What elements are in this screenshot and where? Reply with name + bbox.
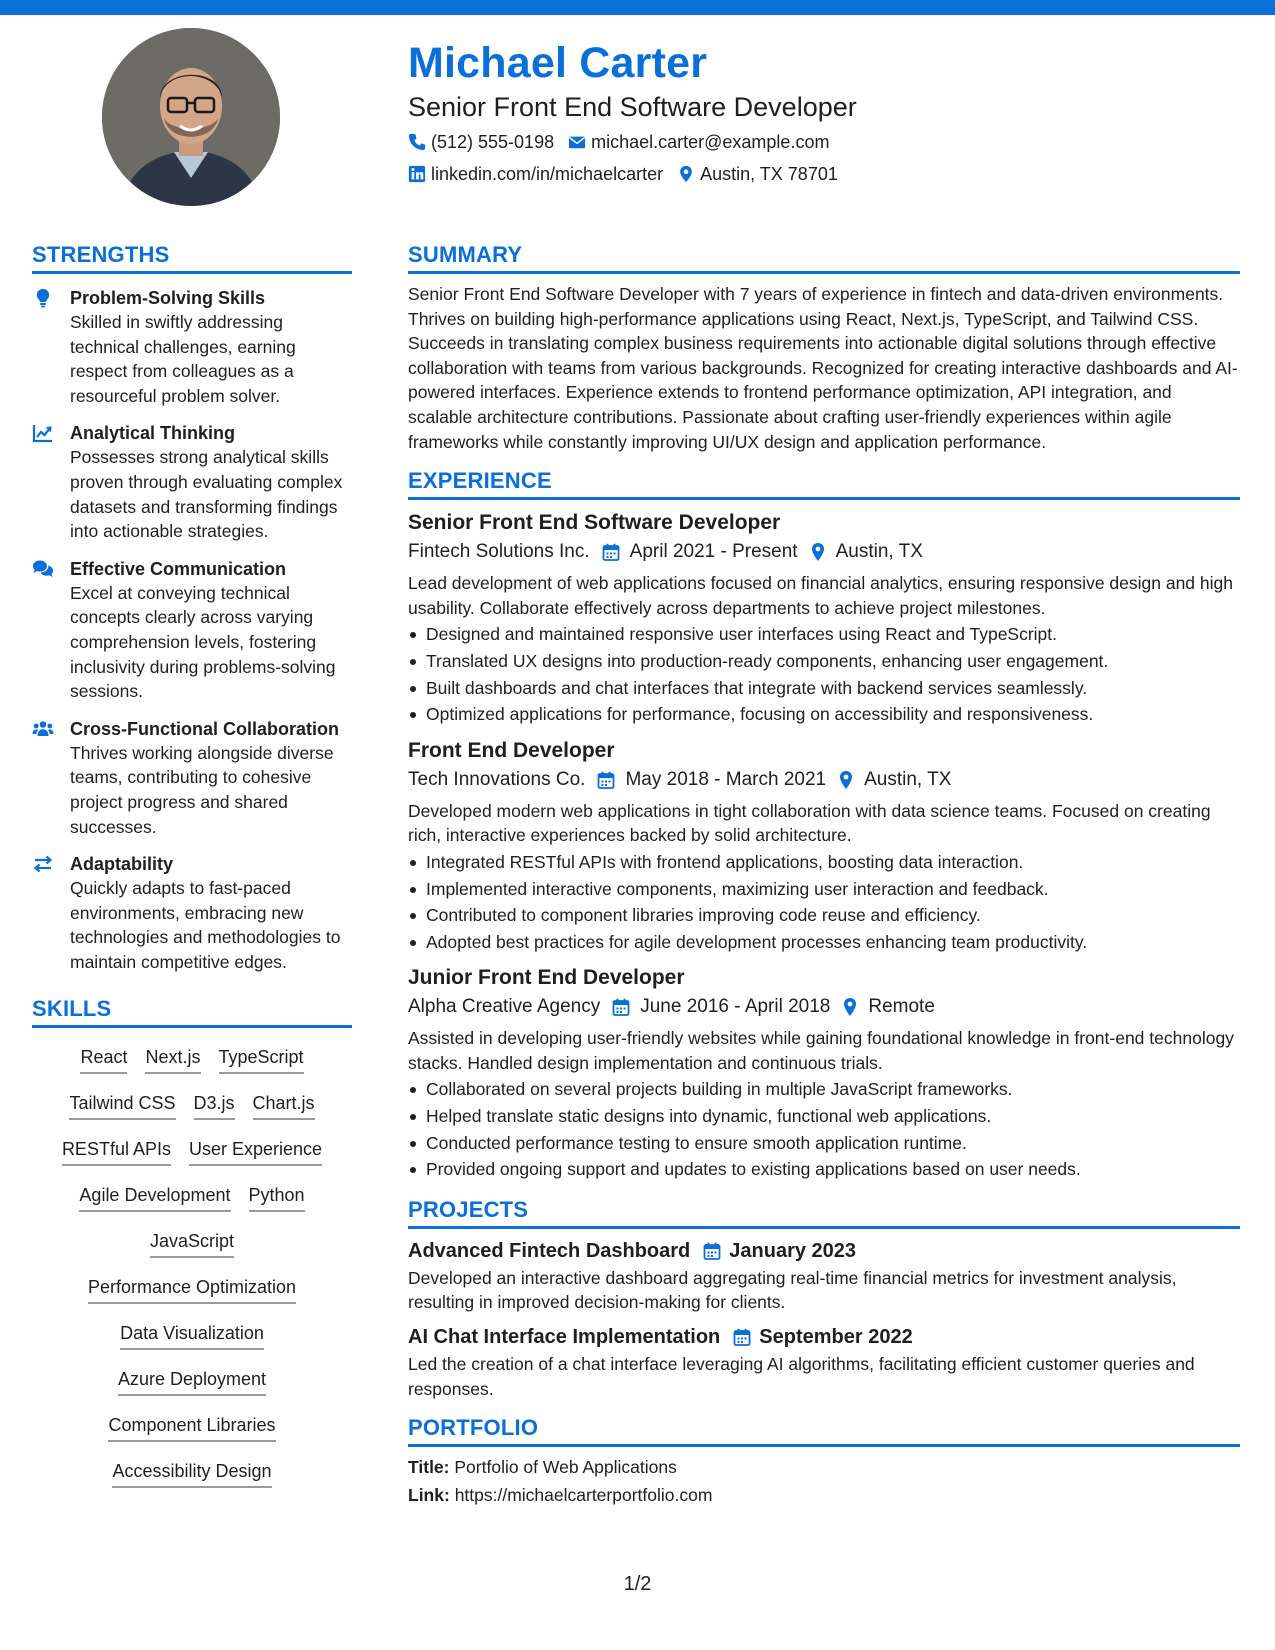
project-name: AI Chat Interface Implementation	[408, 1326, 721, 1349]
projects-section	[408, 1195, 1240, 1401]
bullet-item: Integrated RESTful APIs with frontend applications, boosting data interaction.	[408, 849, 1240, 876]
skill-tag: TypeScript	[219, 1044, 304, 1074]
strengths-section	[32, 240, 352, 974]
summary-text: Senior Front End Software Developer with 7 years of experience in fintech and data-driven environments. Thrives on building high-performance applications using React, Next.js, TypeScript, and Tailwind CSS. Succeeds in translating complex business requirements into actionable digital solutions through effective collaboration with teams from various backgrounds. Recognized for creating interactive dashboards and AI-powered interfaces. Experience extends to frontend performance optimization, API integration, and scalable architecture contributions. Passionate about crafting user-friendly experiences within agile frameworks while constantly improving UI/UX design and application performance.	[408, 284, 1238, 452]
project-entry	[408, 1323, 1240, 1401]
job-company	[408, 538, 590, 566]
strength-desc: Possesses strong analytical skills proven through evaluating complex datasets and transforming findings into actionable strategies.	[70, 447, 343, 542]
job-bullets	[408, 621, 1240, 727]
strength-name: Problem-Solving Skills	[70, 288, 266, 308]
job-entry	[408, 963, 1240, 1183]
calendar-icon	[733, 1328, 751, 1346]
strengths-list	[32, 286, 352, 974]
portfolio-section	[408, 1413, 1240, 1509]
bullet-item: Optimized applications for performance, focusing on accessibility and responsiveness.	[408, 701, 1240, 728]
skill-tag: Azure Deployment	[118, 1366, 266, 1396]
users-icon	[32, 719, 54, 739]
skill-tag: RESTful APIs	[62, 1136, 171, 1166]
skill-tag: Component Libraries	[108, 1412, 275, 1442]
portfolio-link-label: Link:	[408, 1485, 450, 1506]
job-location	[810, 538, 923, 566]
project-header	[408, 1237, 1240, 1265]
project-date: September 2022	[759, 1326, 913, 1349]
job-dates	[612, 993, 830, 1021]
bullet-item: Implemented interactive components, maximizing user interaction and feedback.	[408, 876, 1240, 903]
project-description: Developed an interactive dashboard aggregating real-time financial metrics for investment analysis, resulting in improved decision-making for clients.	[408, 1267, 1177, 1313]
email-contact	[568, 130, 829, 154]
envelope-icon	[568, 133, 586, 151]
job-meta	[408, 766, 1240, 794]
job-location	[842, 993, 935, 1021]
skill-tag: Python	[249, 1182, 305, 1212]
project-entry	[408, 1237, 1240, 1315]
comments-icon	[32, 559, 54, 579]
phone-text[interactable]: (512) 555-0198	[431, 132, 555, 152]
skill-tag: User Experience	[189, 1136, 322, 1166]
skill-tag: Chart.js	[253, 1090, 315, 1120]
job-location	[838, 766, 951, 794]
company-name: Tech Innovations Co.	[408, 768, 586, 790]
skill-tag: Tailwind CSS	[69, 1090, 175, 1120]
bullet-item: Provided ongoing support and updates to existing applications based on user needs.	[408, 1156, 1240, 1183]
map-pin-icon	[842, 997, 858, 1017]
location-text: Remote	[868, 996, 935, 1018]
company-name: Fintech Solutions Inc.	[408, 541, 590, 563]
strength-desc: Quickly adapts to fast-paced environments, embracing new technologies and methodologies to maintain competitive edges.	[70, 878, 341, 972]
skills-list	[32, 1038, 352, 1498]
contact-row-1	[408, 130, 1238, 154]
skill-tag: Performance Optimization	[88, 1274, 296, 1304]
strength-name: Analytical Thinking	[70, 423, 236, 444]
email-text[interactable]: michael.carter@example.com	[591, 132, 830, 152]
left-column	[32, 240, 352, 1498]
lightbulb-icon	[32, 288, 54, 308]
contact-row-2	[408, 162, 1238, 186]
portfolio-title-value: Portfolio of Web Applications	[454, 1457, 677, 1478]
strength-item	[32, 421, 352, 543]
skill-tag: Agile Development	[79, 1182, 230, 1212]
strength-item	[32, 286, 352, 408]
strength-name: Cross-Functional Collaboration	[70, 718, 340, 739]
date-range: May 2018 - March 2021	[625, 768, 827, 790]
location-text: Austin, TX	[864, 768, 952, 790]
bullet-item: Conducted performance testing to ensure smooth application runtime.	[408, 1130, 1240, 1157]
strength-item	[32, 557, 352, 704]
skill-tag: Accessibility Design	[112, 1458, 271, 1488]
bullet-item: Built dashboards and chat interfaces that integrate with backend services seamlessly.	[408, 675, 1240, 702]
calendar-icon	[597, 771, 615, 789]
job-bullets	[408, 849, 1240, 955]
linkedin-contact	[408, 162, 663, 186]
skill-tag: Next.js	[145, 1044, 200, 1074]
job-description: Lead development of web applications focused on financial analytics, ensuring responsive design and high usability. Collaborate effectively across departments to achieve project milestones.	[408, 573, 1233, 618]
job-entry	[408, 736, 1240, 956]
candidate-title: Senior Front End Software Developer	[408, 92, 857, 122]
skill-tag: JavaScript	[150, 1228, 234, 1258]
candidate-name: Michael Carter	[408, 39, 708, 87]
job-dates	[597, 766, 826, 794]
portfolio-title-line	[408, 1453, 1240, 1481]
top-accent-bar	[0, 0, 1275, 15]
phone-icon	[408, 133, 426, 151]
strength-name: Adaptability	[70, 854, 174, 875]
bullet-item: Designed and maintained responsive user interfaces using React and TypeScript.	[408, 621, 1240, 648]
job-title: Junior Front End Developer	[408, 966, 685, 990]
map-pin-icon	[677, 165, 695, 183]
bullet-item: Contributed to component libraries improving code reuse and efficiency.	[408, 902, 1240, 929]
job-company	[408, 993, 600, 1021]
job-description: Assisted in developing user-friendly websites while gaining foundational knowledge in front-end technology stacks. Handled design implementation and continuous trials.	[408, 1028, 1234, 1073]
job-bullets	[408, 1076, 1240, 1182]
skill-tag: D3.js	[194, 1090, 235, 1120]
location-text: Austin, TX 78701	[700, 164, 838, 184]
bullet-item: Helped translate static designs into dynamic, functional web applications.	[408, 1103, 1240, 1130]
strength-item	[32, 717, 352, 839]
bullet-item: Translated UX designs into production-ready components, enhancing user engagement.	[408, 648, 1240, 675]
projects-heading: PROJECTS	[408, 1195, 1240, 1229]
strength-desc: Skilled in swiftly addressing technical challenges, earning respect from colleagues as a resourceful problem solver.	[70, 312, 296, 406]
company-name: Alpha Creative Agency	[408, 996, 601, 1018]
skills-section	[32, 994, 352, 1498]
job-company	[408, 766, 585, 794]
linkedin-icon	[408, 165, 426, 183]
summary-heading: SUMMARY	[408, 240, 1240, 274]
job-title: Front End Developer	[408, 738, 615, 762]
chart-line-icon	[32, 423, 54, 443]
portfolio-link-line	[408, 1481, 1240, 1509]
bullet-item: Collaborated on several projects building in multiple JavaScript frameworks.	[408, 1076, 1240, 1103]
calendar-icon	[612, 998, 630, 1016]
date-range: June 2016 - April 2018	[640, 996, 831, 1018]
map-pin-icon	[838, 770, 854, 790]
map-pin-icon	[810, 542, 826, 562]
project-header	[408, 1323, 1240, 1351]
strength-desc: Thrives working alongside diverse teams, contributing to cohesive project progress and shared successes.	[70, 742, 334, 837]
job-description: Developed modern web applications in tight collaboration with data science teams. Focused on creating rich, interactive experiences backed by solid architecture.	[408, 800, 1211, 846]
profile-photo	[102, 28, 280, 206]
job-meta	[408, 993, 1240, 1021]
skills-heading: SKILLS	[32, 994, 352, 1028]
project-description: Led the creation of a chat interface leveraging AI algorithms, facilitating efficient customer queries and responses.	[408, 1354, 1195, 1399]
resume-header	[408, 36, 1238, 186]
strength-desc: Excel at conveying technical concepts clearly across varying comprehension levels, fostering inclusivity during problems-solving sessions.	[70, 582, 336, 702]
strength-name: Effective Communication	[70, 558, 287, 579]
linkedin-text[interactable]: linkedin.com/in/michaelcarter	[431, 164, 664, 184]
exchange-arrows-icon	[32, 854, 54, 874]
calendar-icon	[703, 1242, 721, 1260]
job-meta	[408, 538, 1240, 566]
page-number: 1/2	[623, 1573, 652, 1595]
right-column	[408, 240, 1240, 1509]
portfolio-title-label: Title:	[408, 1457, 450, 1478]
project-name: Advanced Fintech Dashboard	[408, 1239, 691, 1262]
calendar-icon	[602, 543, 620, 561]
job-entry	[408, 508, 1240, 728]
job-dates	[602, 538, 798, 566]
skill-tag: Data Visualization	[120, 1320, 264, 1350]
strengths-heading: STRENGTHS	[32, 240, 352, 274]
portfolio-link[interactable]: https://michaelcarterportfolio.com	[454, 1485, 713, 1506]
location-text: Austin, TX	[835, 541, 923, 563]
strength-item	[32, 852, 352, 974]
bullet-item: Adopted best practices for agile development processes enhancing team productivity.	[408, 929, 1240, 956]
experience-section	[408, 466, 1240, 1183]
location-contact	[677, 162, 838, 186]
date-range: April 2021 - Present	[629, 541, 798, 563]
experience-heading: EXPERIENCE	[408, 466, 1240, 500]
phone-contact	[408, 130, 554, 154]
skill-tag: React	[80, 1044, 127, 1074]
portfolio-heading: PORTFOLIO	[408, 1413, 1240, 1447]
summary-section	[408, 240, 1240, 454]
project-date: January 2023	[729, 1239, 857, 1262]
job-title: Senior Front End Software Developer	[408, 511, 781, 535]
profile-photo-image	[102, 28, 280, 206]
